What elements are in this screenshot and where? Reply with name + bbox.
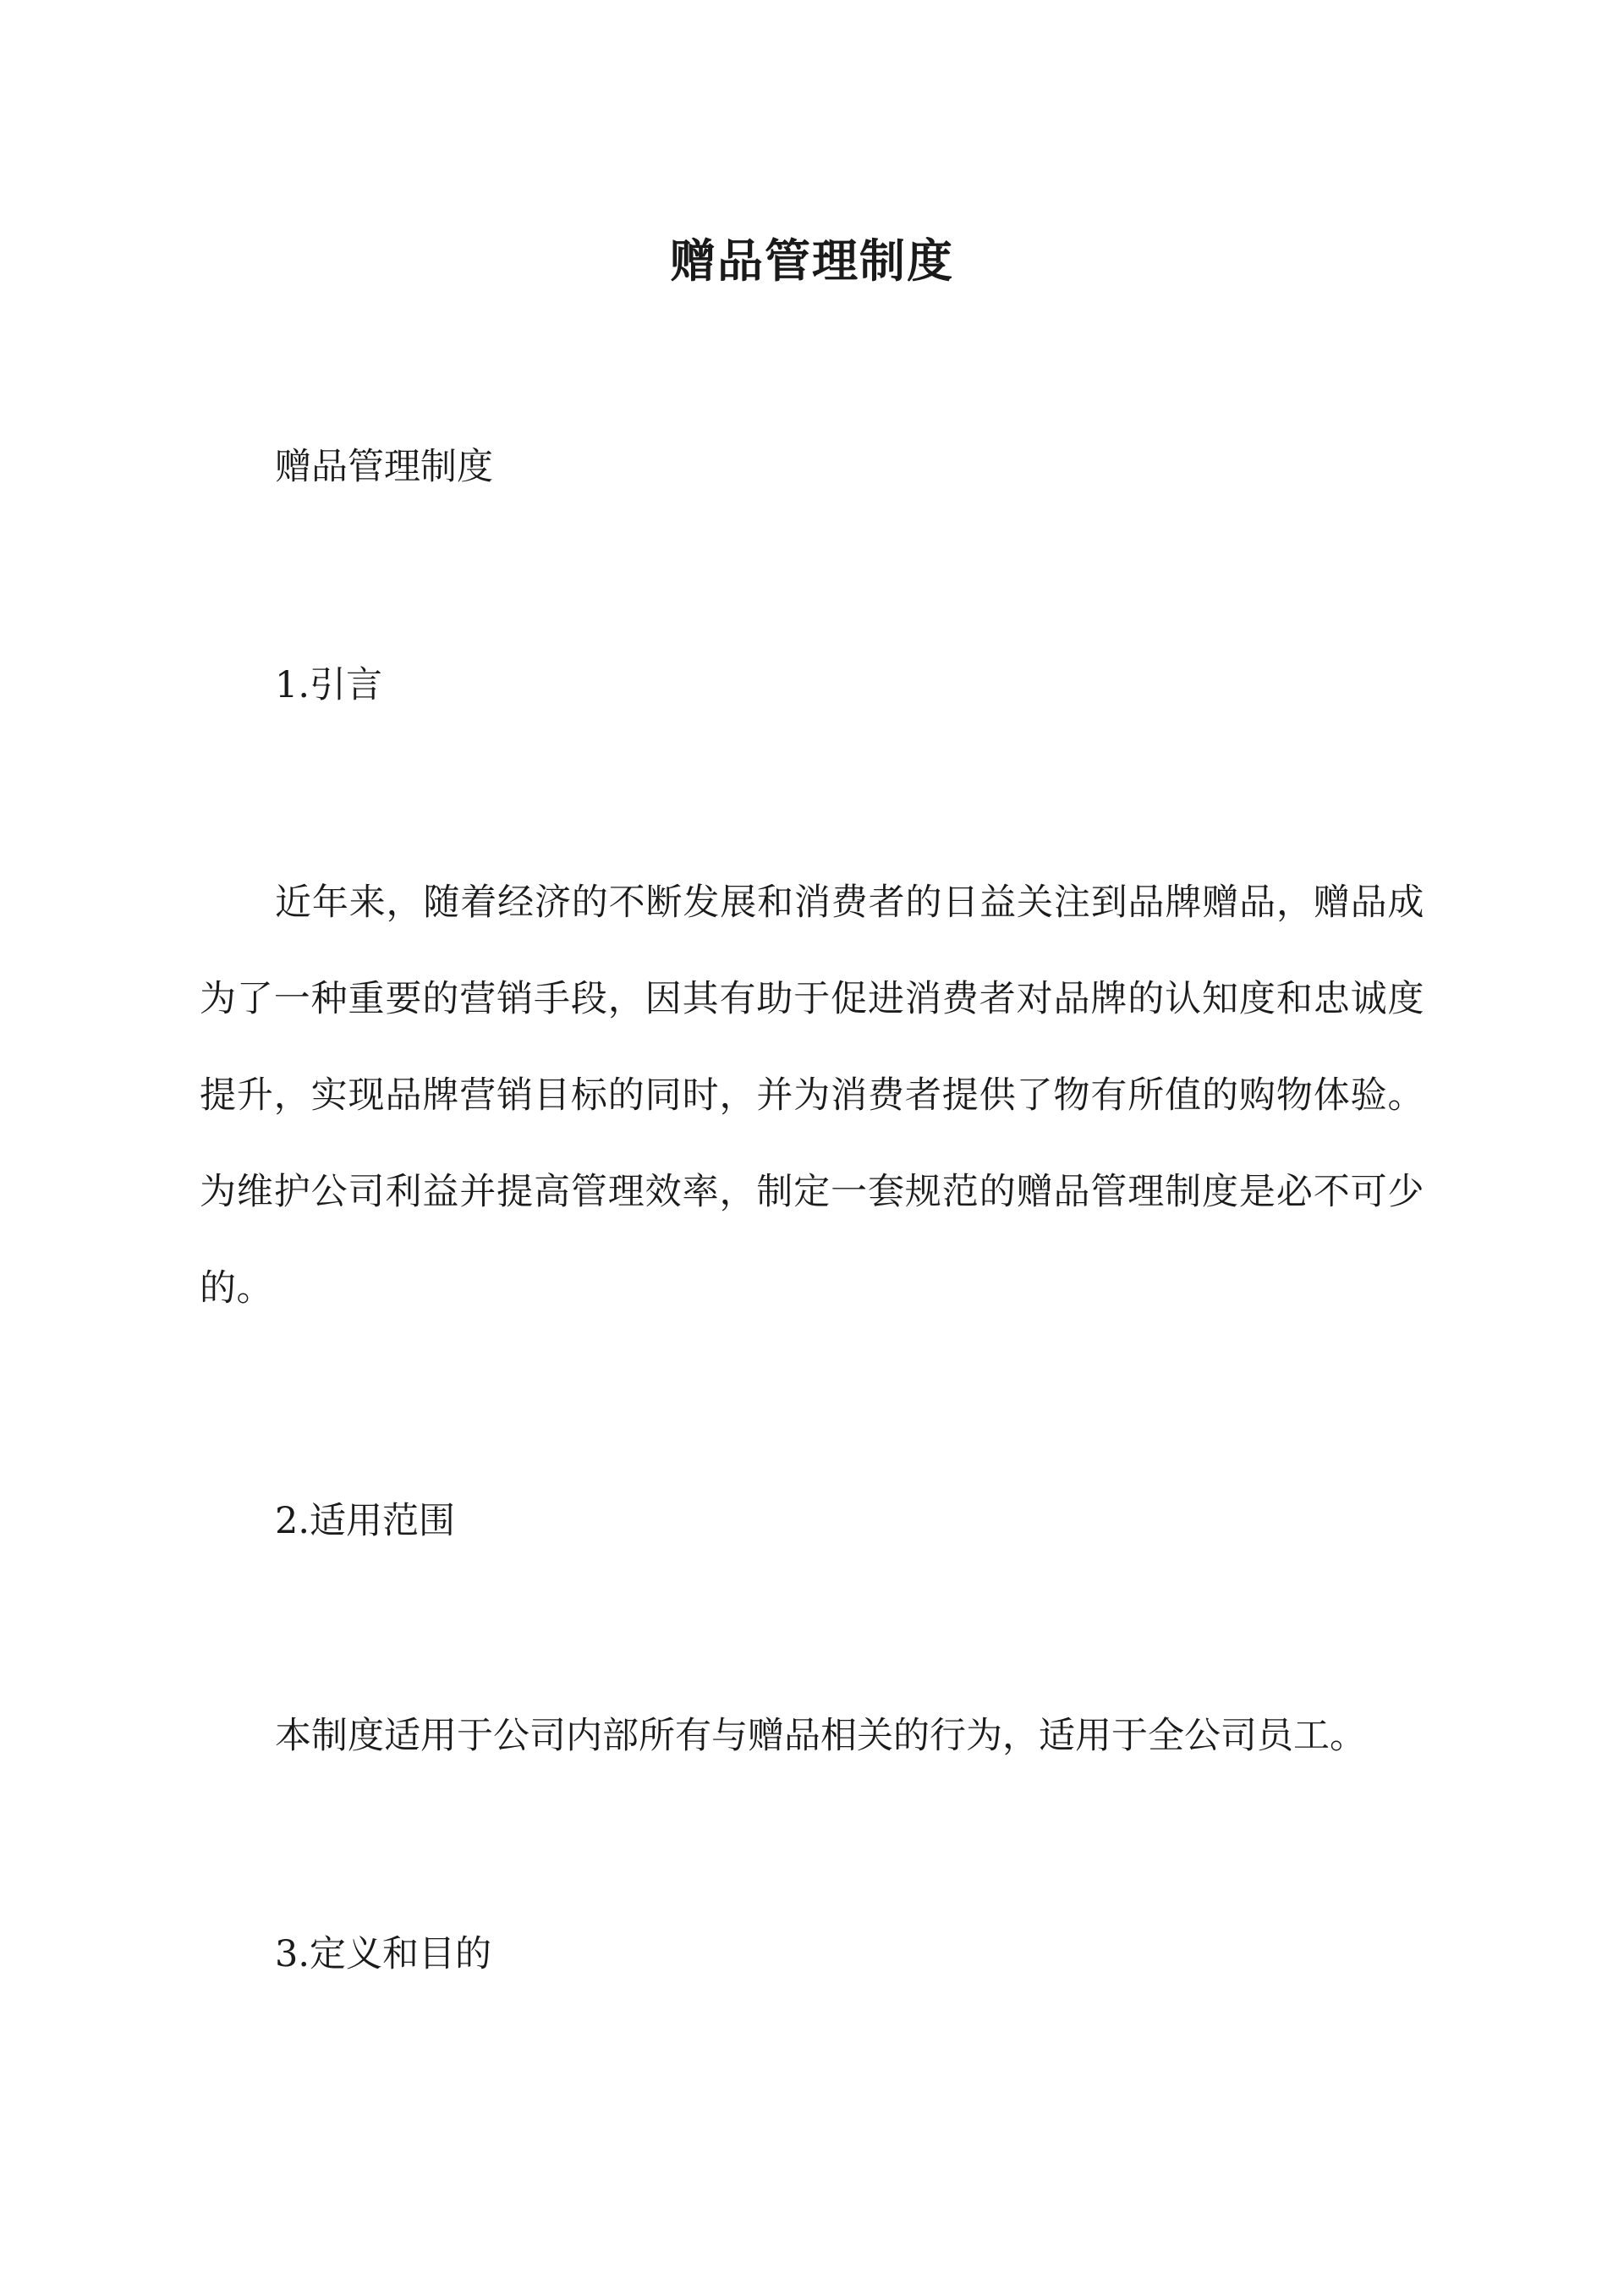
section-body-scope: 本制度适用于公司内部所有与赠品相关的行为，适用于全公司员工。 xyxy=(275,1715,1366,1757)
section-heading-definitions: 3.定义和目的 xyxy=(275,1933,492,1975)
section-heading-introduction: 1.引言 xyxy=(275,664,383,706)
section-heading-scope: 2.适用范围 xyxy=(275,1500,456,1542)
section-body-introduction: 近年来，随着经济的不断发展和消费者的日益关注到品牌赠品，赠品成为了一种重要的营销手段，因其有助于促进消费者对品牌的认知度和忠诚度提升，实现品牌营销目标的同时，并为消费者提供了物有所值的购物体验。为维护公司利益并提高管理效率，制定一套规范的赠品管理制度是必不可少的。 xyxy=(200,882,1424,1310)
document-title: 赠品管理制度 xyxy=(670,233,954,288)
document-subtitle: 赠品管理制度 xyxy=(275,446,493,488)
